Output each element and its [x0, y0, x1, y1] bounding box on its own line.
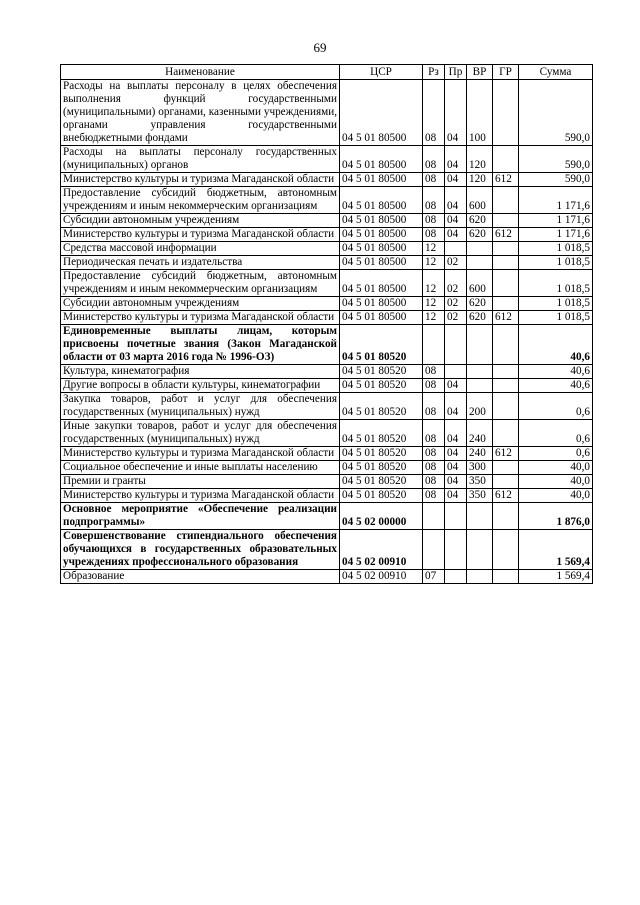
cell-gr — [493, 297, 519, 311]
cell-vr: 240 — [467, 447, 493, 461]
cell-vr — [467, 242, 493, 256]
cell-name: Субсидии автономным учреждениям — [61, 297, 340, 311]
cell-vr: 200 — [467, 393, 493, 420]
cell-gr — [493, 530, 519, 570]
cell-sum: 1 018,5 — [519, 270, 593, 297]
table-row — [61, 365, 593, 379]
cell-csr: 04 5 01 80520 — [340, 393, 423, 420]
cell-rz: 08 — [423, 80, 445, 146]
cell-vr — [467, 256, 493, 270]
cell-gr — [493, 80, 519, 146]
cell-name: Расходы на выплаты персоналу в целях обеспечения выполнения функций государственными (муниципальными) органами, казенными учреждениями, органами управления государственными внебюджетными фондами — [61, 80, 340, 146]
cell-sum: 40,6 — [519, 365, 593, 379]
cell-rz: 07 — [423, 570, 445, 584]
cell-csr: 04 5 01 80520 — [340, 447, 423, 461]
table-row — [61, 530, 593, 570]
cell-vr: 240 — [467, 420, 493, 447]
cell-pr: 04 — [445, 489, 467, 503]
cell-pr: 02 — [445, 297, 467, 311]
table-row — [61, 297, 593, 311]
cell-sum: 1 018,5 — [519, 256, 593, 270]
cell-sum: 1 018,5 — [519, 242, 593, 256]
cell-pr: 04 — [445, 80, 467, 146]
table-row — [61, 80, 593, 146]
cell-rz: 08 — [423, 379, 445, 393]
table-row — [61, 447, 593, 461]
table-row — [61, 242, 593, 256]
cell-name: Расходы на выплаты персоналу государственных (муниципальных) органов — [61, 146, 340, 173]
cell-name: Министерство культуры и туризма Магаданской области — [61, 447, 340, 461]
cell-vr: 620 — [467, 228, 493, 242]
cell-pr — [445, 242, 467, 256]
cell-vr: 350 — [467, 489, 493, 503]
cell-pr: 02 — [445, 311, 467, 325]
cell-gr — [493, 570, 519, 584]
table-row — [61, 570, 593, 584]
cell-vr: 600 — [467, 187, 493, 214]
header-rz: Рз — [423, 65, 445, 80]
cell-name: Периодическая печать и издательства — [61, 256, 340, 270]
cell-sum: 40,0 — [519, 461, 593, 475]
cell-gr — [493, 214, 519, 228]
cell-sum: 1 876,0 — [519, 503, 593, 530]
budget-table — [60, 64, 593, 584]
table-row — [61, 311, 593, 325]
table-row — [61, 420, 593, 447]
cell-name: Образование — [61, 570, 340, 584]
cell-gr: 612 — [493, 447, 519, 461]
cell-name: Средства массовой информации — [61, 242, 340, 256]
cell-gr — [493, 420, 519, 447]
table-row — [61, 489, 593, 503]
cell-gr: 612 — [493, 228, 519, 242]
cell-csr: 04 5 01 80520 — [340, 475, 423, 489]
cell-vr: 620 — [467, 214, 493, 228]
cell-gr — [493, 256, 519, 270]
header-sum: Сумма — [519, 65, 593, 80]
cell-pr — [445, 503, 467, 530]
cell-sum: 1 569,4 — [519, 570, 593, 584]
cell-csr: 04 5 01 80500 — [340, 173, 423, 187]
cell-vr: 600 — [467, 270, 493, 297]
cell-vr — [467, 503, 493, 530]
cell-vr — [467, 365, 493, 379]
table-row — [61, 461, 593, 475]
cell-gr — [493, 379, 519, 393]
cell-vr: 100 — [467, 80, 493, 146]
cell-sum: 40,6 — [519, 379, 593, 393]
cell-rz: 08 — [423, 365, 445, 379]
cell-gr: 612 — [493, 489, 519, 503]
table-row — [61, 325, 593, 365]
cell-name: Министерство культуры и туризма Магаданской области — [61, 311, 340, 325]
cell-gr — [493, 475, 519, 489]
table-row — [61, 173, 593, 187]
cell-sum: 40,0 — [519, 475, 593, 489]
cell-rz: 08 — [423, 393, 445, 420]
cell-pr: 04 — [445, 146, 467, 173]
cell-sum: 590,0 — [519, 146, 593, 173]
cell-csr: 04 5 02 00910 — [340, 570, 423, 584]
cell-csr: 04 5 01 80520 — [340, 325, 423, 365]
cell-name: Премии и гранты — [61, 475, 340, 489]
cell-rz — [423, 530, 445, 570]
cell-name: Социальное обеспечение и иные выплаты населению — [61, 461, 340, 475]
cell-pr: 02 — [445, 256, 467, 270]
cell-pr: 04 — [445, 173, 467, 187]
cell-sum: 0,6 — [519, 447, 593, 461]
cell-pr: 04 — [445, 475, 467, 489]
cell-name: Министерство культуры и туризма Магаданской области — [61, 489, 340, 503]
cell-pr — [445, 570, 467, 584]
cell-name: Иные закупки товаров, работ и услуг для обеспечения государственных (муниципальных) нужд — [61, 420, 340, 447]
cell-gr — [493, 187, 519, 214]
cell-sum: 590,0 — [519, 80, 593, 146]
cell-sum: 1 569,4 — [519, 530, 593, 570]
header-csr: ЦСР — [340, 65, 423, 80]
cell-name: Министерство культуры и туризма Магаданской области — [61, 228, 340, 242]
cell-vr — [467, 530, 493, 570]
cell-rz: 08 — [423, 173, 445, 187]
cell-pr: 04 — [445, 447, 467, 461]
cell-name: Основное мероприятие «Обеспечение реализации подпрограммы» — [61, 503, 340, 530]
cell-rz: 08 — [423, 447, 445, 461]
cell-gr — [493, 503, 519, 530]
cell-sum: 1 018,5 — [519, 311, 593, 325]
cell-csr: 04 5 01 80520 — [340, 420, 423, 447]
table-row — [61, 475, 593, 489]
table-row — [61, 187, 593, 214]
cell-sum: 1 171,6 — [519, 228, 593, 242]
cell-pr — [445, 325, 467, 365]
cell-rz: 08 — [423, 489, 445, 503]
table-row — [61, 214, 593, 228]
cell-gr — [493, 461, 519, 475]
cell-sum: 40,0 — [519, 489, 593, 503]
cell-name: Культура, кинематография — [61, 365, 340, 379]
cell-gr — [493, 146, 519, 173]
cell-csr: 04 5 01 80500 — [340, 228, 423, 242]
cell-name: Предоставление субсидий бюджетным, автономным учреждениям и иным некоммерческим организациям — [61, 187, 340, 214]
cell-gr: 612 — [493, 173, 519, 187]
cell-name: Совершенствование стипендиального обеспечения обучающихся в государственных образовательных учреждениях профессионального образования — [61, 530, 340, 570]
cell-rz — [423, 325, 445, 365]
cell-rz: 12 — [423, 242, 445, 256]
cell-rz: 08 — [423, 187, 445, 214]
cell-pr: 04 — [445, 214, 467, 228]
cell-rz: 12 — [423, 297, 445, 311]
cell-pr: 04 — [445, 461, 467, 475]
cell-rz: 08 — [423, 214, 445, 228]
cell-vr — [467, 325, 493, 365]
table-row — [61, 379, 593, 393]
cell-pr: 04 — [445, 393, 467, 420]
cell-vr: 300 — [467, 461, 493, 475]
cell-csr: 04 5 01 80500 — [340, 187, 423, 214]
cell-name: Другие вопросы в области культуры, кинематографии — [61, 379, 340, 393]
cell-csr: 04 5 02 00910 — [340, 530, 423, 570]
header-pr: Пр — [445, 65, 467, 80]
cell-gr — [493, 270, 519, 297]
cell-csr: 04 5 02 00000 — [340, 503, 423, 530]
cell-gr — [493, 325, 519, 365]
cell-vr: 350 — [467, 475, 493, 489]
table-row — [61, 228, 593, 242]
cell-rz: 12 — [423, 311, 445, 325]
cell-name: Министерство культуры и туризма Магаданской области — [61, 173, 340, 187]
cell-csr: 04 5 01 80520 — [340, 365, 423, 379]
cell-vr: 120 — [467, 146, 493, 173]
cell-rz: 08 — [423, 420, 445, 447]
cell-sum: 0,6 — [519, 420, 593, 447]
cell-rz: 08 — [423, 228, 445, 242]
cell-csr: 04 5 01 80500 — [340, 146, 423, 173]
cell-sum: 0,6 — [519, 393, 593, 420]
cell-name: Предоставление субсидий бюджетным, автономным учреждениям и иным некоммерческим организациям — [61, 270, 340, 297]
cell-csr: 04 5 01 80500 — [340, 214, 423, 228]
header-vr: ВР — [467, 65, 493, 80]
cell-csr: 04 5 01 80500 — [340, 256, 423, 270]
cell-csr: 04 5 01 80520 — [340, 379, 423, 393]
cell-sum: 1 018,5 — [519, 297, 593, 311]
header-name: Наименование — [61, 65, 340, 80]
header-gr: ГР — [493, 65, 519, 80]
table-row — [61, 270, 593, 297]
cell-vr: 120 — [467, 173, 493, 187]
cell-rz: 08 — [423, 461, 445, 475]
cell-csr: 04 5 01 80500 — [340, 297, 423, 311]
cell-pr — [445, 530, 467, 570]
table-row — [61, 256, 593, 270]
cell-csr: 04 5 01 80520 — [340, 489, 423, 503]
cell-vr — [467, 570, 493, 584]
cell-name: Закупка товаров, работ и услуг для обеспечения государственных (муниципальных) нужд — [61, 393, 340, 420]
cell-vr: 620 — [467, 311, 493, 325]
table-body — [61, 80, 593, 584]
cell-csr: 04 5 01 80520 — [340, 461, 423, 475]
cell-gr — [493, 393, 519, 420]
cell-gr — [493, 242, 519, 256]
cell-pr — [445, 365, 467, 379]
cell-rz: 12 — [423, 256, 445, 270]
cell-name: Единовременные выплаты лицам, которым присвоены почетные звания (Закон Магаданской области от 03 марта 2016 года № 1996-ОЗ) — [61, 325, 340, 365]
cell-vr — [467, 379, 493, 393]
table-row — [61, 393, 593, 420]
cell-rz — [423, 503, 445, 530]
cell-sum: 1 171,6 — [519, 187, 593, 214]
cell-gr: 612 — [493, 311, 519, 325]
cell-sum: 1 171,6 — [519, 214, 593, 228]
table-row — [61, 503, 593, 530]
cell-vr: 620 — [467, 297, 493, 311]
cell-pr: 04 — [445, 379, 467, 393]
cell-gr — [493, 365, 519, 379]
cell-pr: 04 — [445, 187, 467, 214]
cell-name: Субсидии автономным учреждениям — [61, 214, 340, 228]
table-row — [61, 146, 593, 173]
page-number: 69 — [313, 40, 327, 55]
cell-csr: 04 5 01 80500 — [340, 242, 423, 256]
cell-csr: 04 5 01 80500 — [340, 311, 423, 325]
cell-rz: 08 — [423, 146, 445, 173]
cell-csr: 04 5 01 80500 — [340, 270, 423, 297]
cell-pr: 04 — [445, 420, 467, 447]
cell-pr: 04 — [445, 228, 467, 242]
cell-csr: 04 5 01 80500 — [340, 80, 423, 146]
cell-sum: 40,6 — [519, 325, 593, 365]
cell-rz: 12 — [423, 270, 445, 297]
cell-pr: 02 — [445, 270, 467, 297]
cell-sum: 590,0 — [519, 173, 593, 187]
cell-rz: 08 — [423, 475, 445, 489]
table-header-row — [61, 65, 593, 80]
